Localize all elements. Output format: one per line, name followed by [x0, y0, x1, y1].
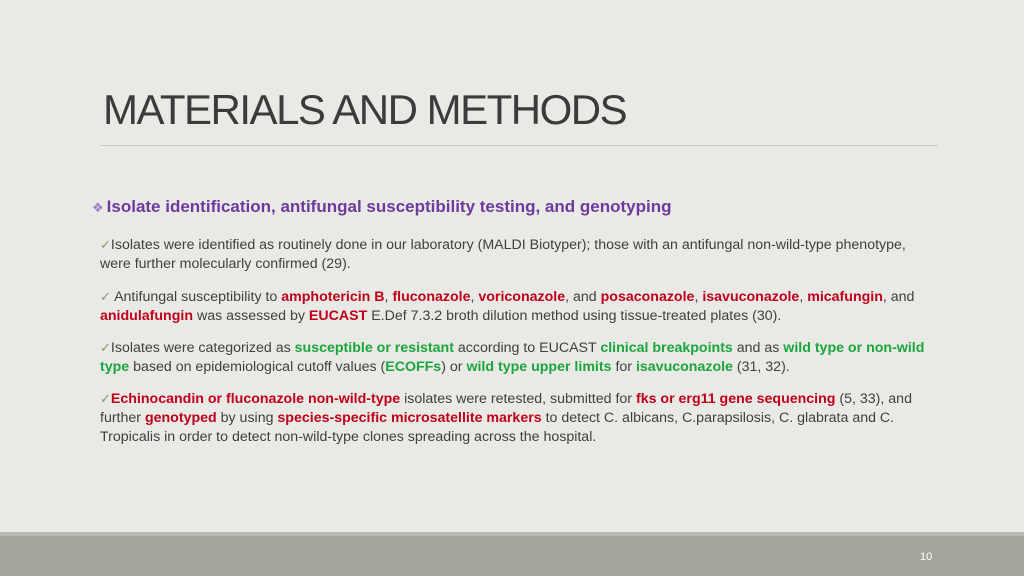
bullet-text: and as [732, 340, 784, 356]
bullet-susceptibility [100, 287, 940, 326]
bullet-text: , and [882, 289, 915, 305]
section-heading-text: Isolate identification, antifungal susceptibility testing, and genotyping [106, 197, 672, 216]
checkmark-icon: ✓ [100, 237, 111, 252]
bullet-text: Isolates were identified as routinely done in our laboratory (MALDI Biotyper); those with an antifungal non-wild-type phenotype, were further molecularly confirmed (29). [100, 237, 906, 272]
bullet-text: isolates were retested, submitted for [400, 391, 636, 407]
highlight-term: ECOFFs [385, 359, 442, 375]
checkmark-icon: ✓ [100, 391, 111, 406]
drug-name: isavuconazole [702, 289, 800, 305]
drug-name: amphotericin B [281, 289, 385, 305]
bullet-text: ) or [441, 359, 467, 375]
checkmark-icon: ✓ [100, 289, 111, 304]
bullet-text: according to EUCAST [453, 340, 601, 356]
bullet-text: to detect C. albicans, C.parapsilosis, C. glabrata and C. Tropicalis in order to detect non-wild-type clones spreading across the hospital. [100, 410, 895, 445]
highlight-term: susceptible or resistant [294, 340, 454, 356]
bullet-text: (5, 33), and further [100, 391, 912, 426]
bullet-genotyping [100, 389, 940, 447]
checkmark-icon: ✓ [100, 340, 111, 355]
bullet-text: (31, 32). [732, 359, 790, 375]
method-name: EUCAST [308, 308, 368, 324]
bullet-text: Antifungal susceptibility to [110, 289, 282, 305]
bullet-text: , [384, 289, 393, 305]
bullet-identification [100, 235, 940, 274]
highlight-term: wild type upper limits [466, 359, 612, 375]
footer-accent [0, 532, 1024, 536]
bullet-text: Isolates were categorized as [110, 340, 295, 356]
highlight-term: wild type or non-wild type [100, 340, 925, 375]
bullet-text: was assessed by [193, 308, 309, 324]
bullet-text: , and [565, 289, 601, 305]
bullet-text: , [694, 289, 703, 305]
title-divider [100, 145, 938, 146]
highlight-term: fks or erg11 gene sequencing [635, 391, 836, 407]
highlight-term: genotyped [144, 410, 217, 426]
bullet-text: , [799, 289, 808, 305]
page-number: 10 [920, 551, 933, 563]
section-heading [92, 197, 671, 217]
bullet-text: by using [216, 410, 278, 426]
bullet-text: for [611, 359, 636, 375]
highlight-term: isavuconazole [635, 359, 733, 375]
slide-title: MATERIALS AND METHODS [103, 86, 627, 133]
highlight-term: Echinocandin or fluconazole non-wild-type [110, 391, 401, 407]
footer-bar [0, 532, 1024, 576]
drug-name: voriconazole [478, 289, 566, 305]
bullet-text: , [470, 289, 479, 305]
highlight-term: species-specific microsatellite markers [277, 410, 542, 426]
drug-name: micafungin [807, 289, 883, 305]
drug-name: fluconazole [392, 289, 471, 305]
bullet-text: E.Def 7.3.2 broth dilution method using tissue-treated plates (30). [367, 308, 782, 324]
drug-name: anidulafungin [100, 308, 193, 324]
diamond-bullet-icon: ❖ [92, 200, 104, 215]
bullet-text: based on epidemiological cutoff values ( [129, 359, 386, 375]
drug-name: posaconazole [600, 289, 695, 305]
bullet-categorization [100, 338, 940, 377]
highlight-term: clinical breakpoints [600, 340, 733, 356]
